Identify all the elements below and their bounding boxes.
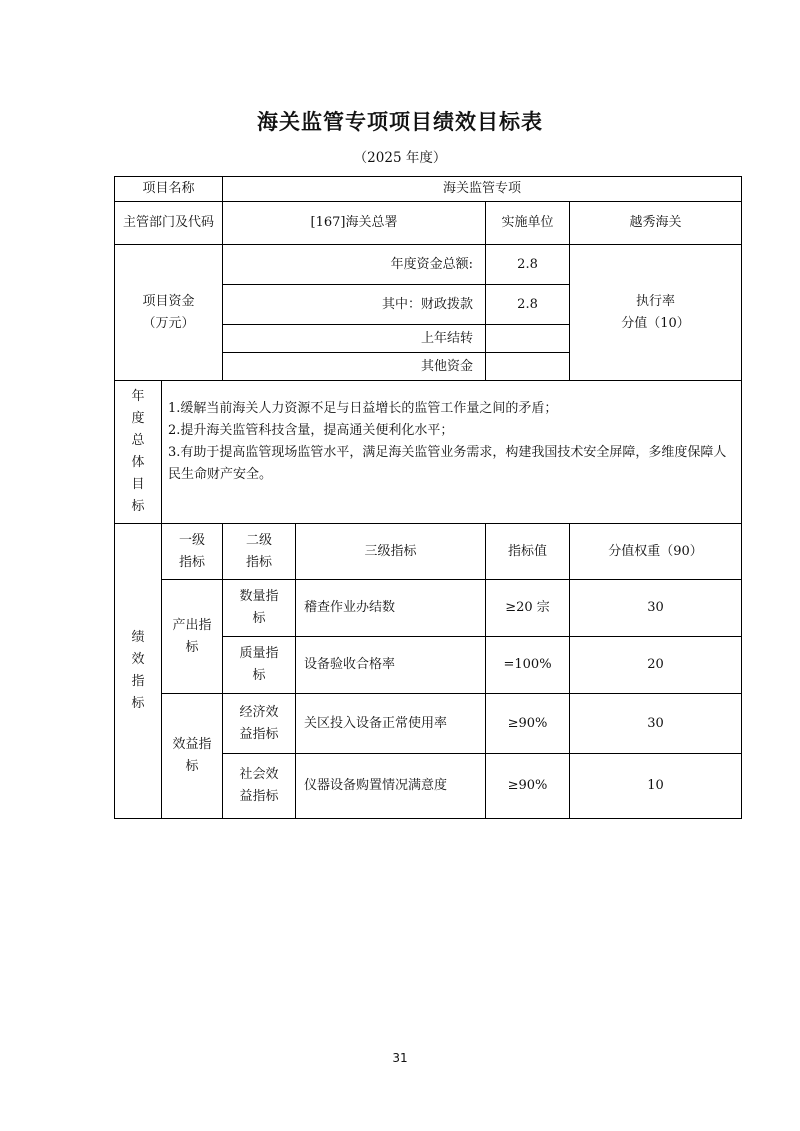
performance-goal-table (114, 176, 742, 819)
goals-content (162, 381, 742, 524)
level2-line2: 标 (252, 611, 266, 626)
header-level1 (162, 524, 223, 580)
goals-label-char: 标 (131, 499, 145, 514)
level2-line2: 益指标 (239, 726, 279, 742)
implementing-unit-label: 实施单位 (486, 202, 570, 245)
funds-label (115, 245, 223, 381)
level2-cell (223, 754, 296, 819)
target-cell: ≥90% (486, 694, 570, 754)
level1-output-line2: 标 (185, 639, 199, 655)
target-cell: =100% (486, 637, 570, 694)
indicators-header-row (115, 524, 742, 580)
fiscal-value: 2.8 (486, 285, 570, 325)
department-value: [167]海关总署 (223, 202, 486, 245)
indicators-label-char: 效 (131, 652, 145, 667)
weight-cell: 30 (570, 580, 742, 637)
annual-total-label: 年度资金总额: (223, 245, 486, 285)
target-cell: ≥90% (486, 754, 570, 819)
level2-line1: 质量指 (239, 646, 279, 661)
execution-rate-score: 分值（10） (621, 315, 690, 331)
project-name-row (115, 177, 742, 202)
level2-line1: 社会效 (239, 767, 279, 782)
goals-label-char: 目 (131, 477, 145, 492)
goal-item: 2.提升海关监管科技含量，提高通关便利化水平； (168, 423, 454, 438)
header-level2-line1: 二级 (246, 532, 273, 548)
department-label: 主管部门及代码 (115, 202, 223, 245)
level2-cell (223, 580, 296, 637)
level2-cell (223, 637, 296, 694)
project-name-label: 项目名称 (115, 177, 223, 202)
page-title: 海关监管专项项目绩效目标表 (257, 110, 543, 134)
goals-label-char: 总 (131, 433, 145, 448)
level3-cell: 稽查作业办结数 (296, 580, 486, 637)
carryover-label: 上年结转 (223, 325, 486, 353)
header-level3: 三级指标 (296, 524, 486, 580)
level1-benefit-line1: 效益指 (172, 737, 212, 752)
level1-benefit (162, 694, 223, 819)
goals-label (115, 381, 162, 524)
header-weight: 分值权重（90） (570, 524, 742, 580)
level2-line1: 经济效 (239, 704, 279, 720)
annual-total-value: 2.8 (486, 245, 570, 285)
weight-cell: 30 (570, 694, 742, 754)
fiscal-label: 其中：财政拨款 (223, 285, 486, 325)
execution-rate (570, 245, 742, 381)
execution-rate-label: 执行率 (636, 293, 676, 309)
level2-line2: 标 (252, 668, 266, 683)
indicator-row (115, 580, 742, 637)
indicators-label (115, 524, 162, 819)
other-funds-label: 其他资金 (223, 353, 486, 381)
funds-label-line2: （万元） (142, 315, 195, 331)
funds-annual-row (115, 245, 742, 285)
indicators-label-char: 指 (131, 674, 145, 689)
goals-label-char: 体 (131, 455, 145, 470)
indicators-label-char: 标 (131, 696, 145, 711)
level3-cell: 关区投入设备正常使用率 (296, 694, 486, 754)
funds-label-line1: 项目资金 (142, 293, 195, 309)
header-target: 指标值 (486, 524, 570, 580)
target-cell: ≥20 宗 (486, 580, 570, 637)
goals-label-char: 度 (131, 411, 145, 426)
header-level2-line2: 指标 (246, 554, 273, 570)
level1-output-line1: 产出指 (172, 617, 212, 633)
indicator-row (115, 694, 742, 754)
weight-cell: 20 (570, 637, 742, 694)
weight-cell: 10 (570, 754, 742, 819)
indicators-label-char: 绩 (131, 630, 145, 645)
goal-item: 1.缓解当前海关人力资源不足与日益增长的监管工作量之间的矛盾； (168, 401, 558, 416)
header-level2 (223, 524, 296, 580)
level1-benefit-line2: 标 (185, 759, 199, 774)
header-level1-line1: 一级 (179, 532, 206, 548)
goals-row (115, 381, 742, 524)
level2-line1: 数量指 (239, 589, 279, 604)
department-row (115, 202, 742, 245)
page-number: 31 (392, 1051, 408, 1065)
implementing-unit-value: 越秀海关 (570, 202, 742, 245)
carryover-value (486, 325, 570, 353)
level1-output (162, 580, 223, 694)
level2-line2: 益指标 (239, 789, 279, 804)
level3-cell: 仪器设备购置情况满意度 (296, 754, 486, 819)
level2-cell (223, 694, 296, 754)
goal-item: 3.有助于提高监管现场监管水平，满足海关监管业务需求，构建我国技术安全屏障，多维度保障人民生命财产安全。 (168, 445, 727, 482)
goals-label-char: 年 (131, 389, 145, 404)
other-funds-value (486, 353, 570, 381)
project-name-value: 海关监管专项 (223, 177, 742, 202)
page-subtitle: （2025 年度） (353, 150, 447, 166)
level3-cell: 设备验收合格率 (296, 637, 486, 694)
header-level1-line2: 指标 (179, 554, 206, 570)
